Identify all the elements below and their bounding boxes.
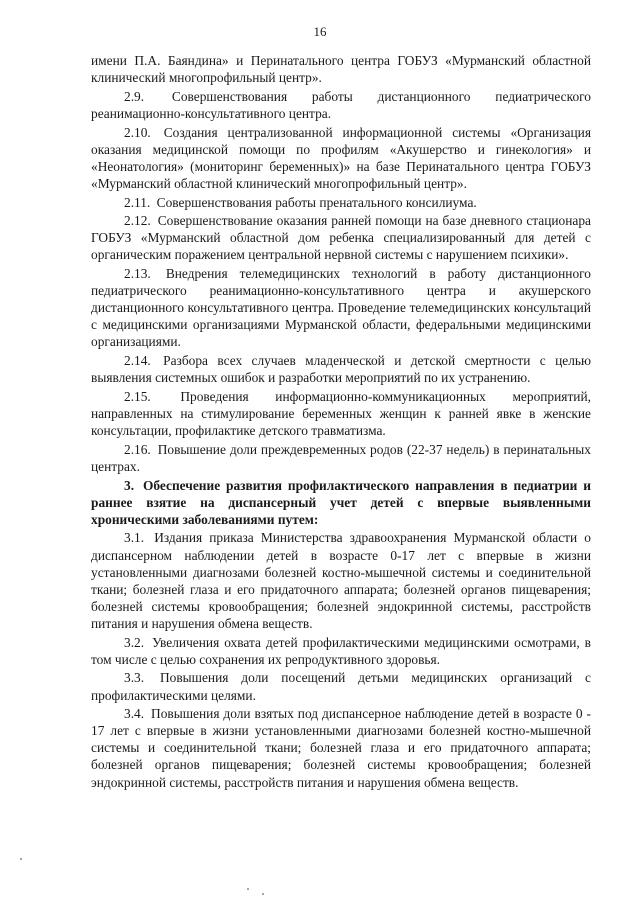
paragraph-number: 3.3. xyxy=(124,670,145,686)
paragraph-2-11 xyxy=(91,194,591,211)
paragraph-2-9 xyxy=(91,88,591,122)
paragraph-text: Создания централизованной информационной системы «Организация оказания медицинской помощи по профилям «Акушерство и гинекология» и «Неонатология» (мониторинг беременных)» на базе Перинатального центра ГОБУЗ «Мурманский областной клинический многопрофильный центр». xyxy=(91,124,591,191)
scan-speck xyxy=(20,858,22,860)
page-number: 16 xyxy=(313,24,327,39)
paragraph-2-16 xyxy=(91,441,591,475)
paragraph-2-15 xyxy=(91,388,591,439)
paragraph-text: Повышение доли преждевременных родов (22-37 недель) в перинатальных центрах. xyxy=(91,441,591,474)
paragraph-text: Внедрения телемедицинских технологий в работу дистанционного педиатрического реанимационно-консультативного центра и акушерского дистанционного консультативного центра. Проведение телемедицинских консультаций с медицинскими организациями Мурманской области, федеральными медицинскими организациями. xyxy=(91,266,591,350)
paragraph-text: Совершенствование оказания ранней помощи на базе дневного стационара ГОБУЗ «Мурманский областной дом ребенка специализированный для детей с органическим поражением центральной нервной системы с нарушением психики». xyxy=(91,213,591,263)
section-heading-text: Обеспечение развития профилактического направления в педиатрии и раннее взятие на диспансерный учет детей с впервые выявленными хроническими заболеваниями путем: xyxy=(91,477,591,527)
paragraph-text: Повышения доли взятых под диспансерное наблюдение детей в возрасте 0 - 17 лет с впервые в жизни установленными диагнозами болезней костно-мышечной системы и соединительной ткани; болезней глаза и его придаточного аппарата; болезней органов пищеварения; болезней системы кровообращения; болезней эндокринной системы, расстройств питания и нарушения обмена веществ. xyxy=(91,706,591,790)
paragraph-continuation xyxy=(91,52,591,86)
paragraph-text: Разбора всех случаев младенческой и детской смертности с целью выявления системных ошибок и разработки мероприятий по их устранению. xyxy=(91,353,591,386)
paragraph-number: 3.2. xyxy=(124,634,145,650)
paragraph-number: 2.15. xyxy=(124,388,151,404)
document-body xyxy=(91,52,591,792)
scan-speck xyxy=(247,888,249,890)
paragraph-3-4 xyxy=(91,705,591,790)
scan-speck xyxy=(262,893,264,895)
paragraph-number: 2.14. xyxy=(124,353,151,369)
paragraph-2-13 xyxy=(91,265,591,350)
paragraph-3-1 xyxy=(91,529,591,632)
paragraph-2-14 xyxy=(91,352,591,386)
paragraph-number: 2.10. xyxy=(124,124,151,140)
paragraph-number: 2.11. xyxy=(124,194,151,210)
paragraph-number: 2.9. xyxy=(124,88,145,104)
paragraph-2-12 xyxy=(91,212,591,263)
paragraph-text: имени П.А. Баяндина» и Перинатального центра ГОБУЗ «Мурманский областной клинический многопрофильный центр». xyxy=(91,53,591,86)
paragraph-number: 3.1. xyxy=(124,530,145,546)
section-number: 3. xyxy=(124,477,135,493)
paragraph-3-2 xyxy=(91,634,591,668)
paragraph-number: 3.4. xyxy=(124,706,145,722)
paragraph-text: Издания приказа Министерства здравоохранения Мурманской области о диспансерном наблюдении детей в возрасте 0-17 лет с впервые в жизни установленными диагнозами болезней костно-мышечной системы и соединительной ткани; болезней глаза и его придаточного аппарата; болезней органов пищеварения; болезней системы кровообращения; болезней эндокринной системы, расстройств питания и нарушения обмена веществ. xyxy=(91,530,591,631)
section-heading-3 xyxy=(91,477,591,528)
paragraph-number: 2.13. xyxy=(124,266,151,282)
paragraph-text: Проведения информационно-коммуникационных мероприятий, направленных на стимулирование беременных женщин к ранней явке в женские консультации, профилактике детского травматизма. xyxy=(91,388,591,439)
paragraph-2-10 xyxy=(91,124,591,192)
paragraph-text: Совершенствования работы дистанционного педиатрического реанимационно-консультативного центра. xyxy=(91,88,591,121)
paragraph-text: Увеличения охвата детей профилактическими медицинскими осмотрами, в том числе с целью сохранения их репродуктивного здоровья. xyxy=(91,634,591,667)
paragraph-number: 2.12. xyxy=(124,213,151,229)
paragraph-number: 2.16. xyxy=(124,441,151,457)
paragraph-text: Совершенствования работы пренатального консилиума. xyxy=(156,194,477,210)
paragraph-3-3 xyxy=(91,669,591,703)
paragraph-text: Повышения доли посещений детьми медицинских организаций с профилактическими целями. xyxy=(91,670,591,703)
